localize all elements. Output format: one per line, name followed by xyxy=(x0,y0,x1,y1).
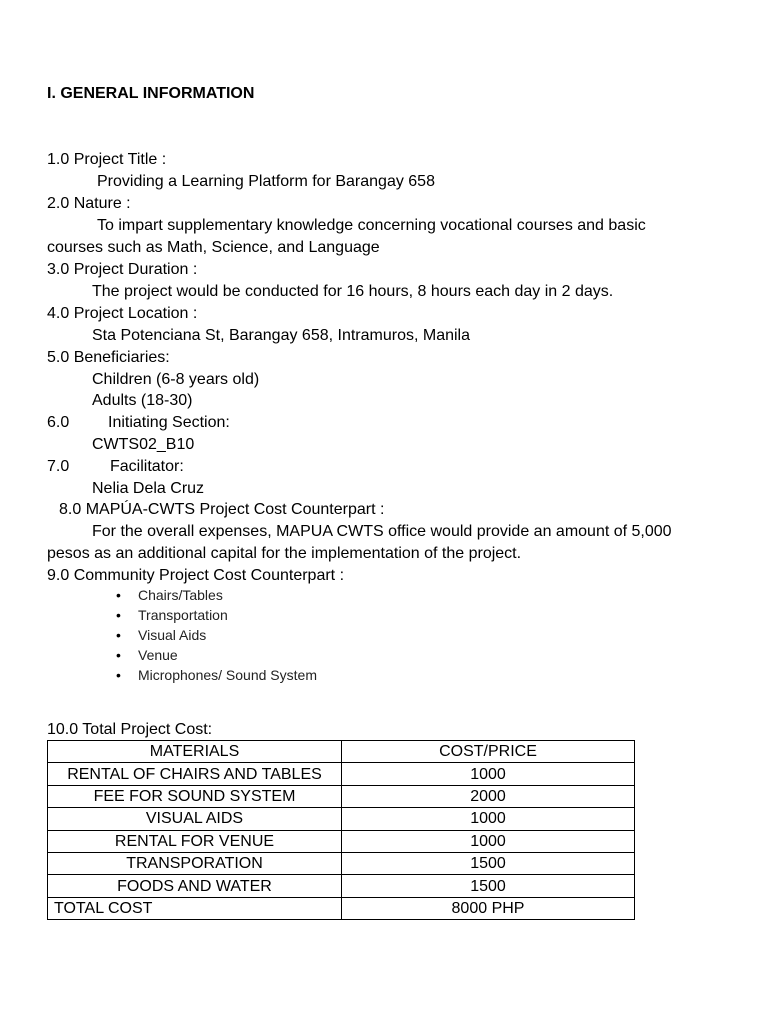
cost-table xyxy=(47,740,635,920)
initiating-section-label: Initiating Section: xyxy=(108,414,230,431)
table-header-row xyxy=(48,741,635,763)
table-row xyxy=(48,808,635,830)
community-counterpart-label: 9.0 Community Project Cost Counterpart : xyxy=(47,567,345,584)
location-value: Sta Potenciana St, Barangay 658, Intramuros, Manila xyxy=(92,327,470,344)
project-title-label: 1.0 Project Title : xyxy=(47,151,167,168)
duration-value: The project would be conducted for 16 hours, 8 hours each day in 2 days. xyxy=(92,283,614,300)
table-header-cell: MATERIALS xyxy=(48,741,342,763)
bullet-text: Microphones/ Sound System xyxy=(138,667,317,683)
total-cost-cell-value: 8000 PHP xyxy=(342,897,635,919)
table-cell: 1000 xyxy=(342,830,635,852)
table-row xyxy=(48,852,635,874)
table-header-cell: COST/PRICE xyxy=(342,741,635,763)
initiating-section-number: 6.0 xyxy=(47,414,70,431)
mapua-counterpart-line1: For the overall expenses, MAPUA CWTS office would provide an amount of 5,000 xyxy=(92,523,672,540)
table-cell: TRANSPORATION xyxy=(48,852,342,874)
beneficiary-item: Children (6-8 years old) xyxy=(92,371,260,388)
bullet-icon: • xyxy=(116,587,121,603)
table-row xyxy=(48,830,635,852)
table-cell: RENTAL FOR VENUE xyxy=(48,830,342,852)
mapua-counterpart-label: 8.0 MAPÚA-CWTS Project Cost Counterpart : xyxy=(59,501,385,518)
bullet-text: Venue xyxy=(138,647,178,663)
beneficiaries-label: 5.0 Beneficiaries: xyxy=(47,349,170,366)
duration-label: 3.0 Project Duration : xyxy=(47,261,198,278)
bullet-text: Transportation xyxy=(138,607,228,623)
nature-value-line2: courses such as Math, Science, and Language xyxy=(47,239,380,256)
facilitator-number: 7.0 xyxy=(47,458,70,475)
table-cell: 1500 xyxy=(342,875,635,897)
location-label: 4.0 Project Location : xyxy=(47,305,198,322)
table-cell: 1000 xyxy=(342,763,635,785)
table-total-row xyxy=(48,897,635,919)
nature-label: 2.0 Nature : xyxy=(47,195,131,212)
initiating-section-value: CWTS02_B10 xyxy=(92,436,195,453)
total-cost-cell-label: TOTAL COST xyxy=(48,897,342,919)
table-row xyxy=(48,785,635,807)
facilitator-label: Facilitator: xyxy=(110,458,184,475)
bullet-icon: • xyxy=(116,627,121,643)
nature-value-line1: To impart supplementary knowledge concerning vocational courses and basic xyxy=(97,217,646,234)
table-row xyxy=(48,875,635,897)
facilitator-value: Nelia Dela Cruz xyxy=(92,480,205,497)
table-cell: 1500 xyxy=(342,852,635,874)
bullet-text: Visual Aids xyxy=(138,627,207,643)
total-cost-label: 10.0 Total Project Cost: xyxy=(47,721,213,738)
table-cell: FOODS AND WATER xyxy=(48,875,342,897)
project-title-value: Providing a Learning Platform for Barangay 658 xyxy=(97,173,435,190)
table-cell: 2000 xyxy=(342,785,635,807)
mapua-counterpart-line2: pesos as an additional capital for the implementation of the project. xyxy=(47,545,522,562)
bullet-text: Chairs/Tables xyxy=(138,587,223,603)
table-cell: 1000 xyxy=(342,808,635,830)
section-heading: I. GENERAL INFORMATION xyxy=(47,85,255,102)
bullet-icon: • xyxy=(116,667,121,683)
table-cell: VISUAL AIDS xyxy=(48,808,342,830)
table-row xyxy=(48,763,635,785)
bullet-icon: • xyxy=(116,647,121,663)
table-cell: FEE FOR SOUND SYSTEM xyxy=(48,785,342,807)
beneficiary-item: Adults (18-30) xyxy=(92,392,193,409)
bullet-icon: • xyxy=(116,607,121,623)
table-cell: RENTAL OF CHAIRS AND TABLES xyxy=(48,763,342,785)
